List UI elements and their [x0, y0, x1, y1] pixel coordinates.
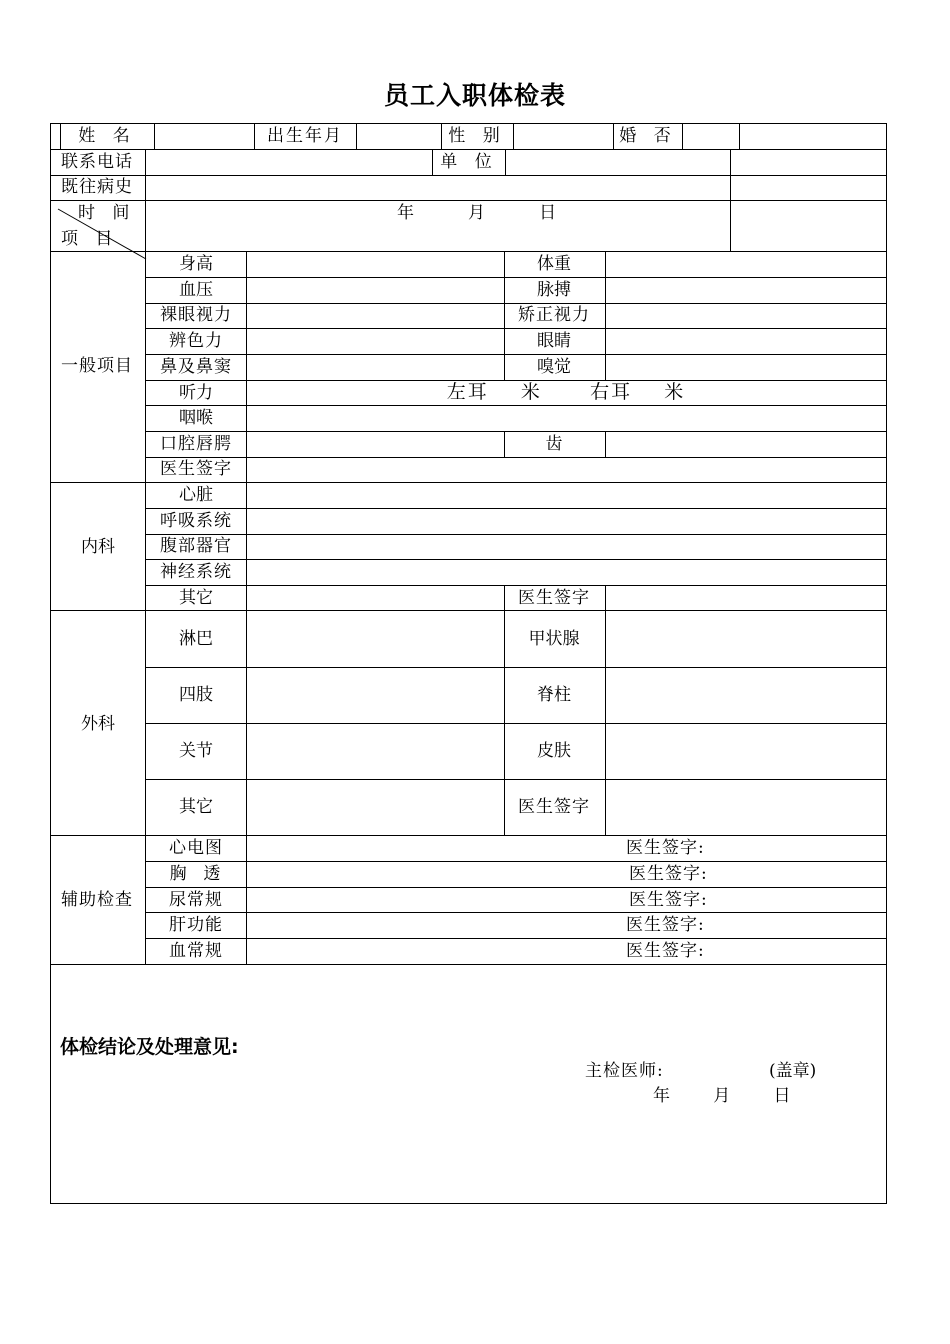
- auxiliary-section-label: 辅助检查: [61, 890, 133, 910]
- row-line: [145, 354, 887, 355]
- corner-diagonal-line: [50, 200, 150, 260]
- nose-label: 鼻及鼻窦: [160, 357, 232, 377]
- row-line: [145, 938, 887, 939]
- row-line: [50, 251, 887, 252]
- row-line: [145, 585, 887, 586]
- divider: [682, 123, 683, 149]
- row-line: [145, 559, 887, 560]
- surgery-other-label: 其它: [179, 797, 213, 817]
- unit-label: 单 位: [440, 152, 498, 172]
- row-line: [145, 534, 887, 535]
- section-line: [50, 835, 887, 836]
- ecg-sign-label: 医生签字:: [626, 838, 705, 858]
- divider: [356, 123, 357, 149]
- naked-vision-label: 裸眼视力: [160, 305, 232, 325]
- row-line: [145, 303, 887, 304]
- row-line: [145, 508, 887, 509]
- eyes-label: 眼睛: [537, 331, 571, 351]
- row-line: [145, 887, 887, 888]
- heart-label: 心脏: [179, 485, 213, 505]
- teeth-label: 齿: [545, 434, 563, 454]
- internal-section-label: 内科: [81, 537, 115, 557]
- mid-divider: [605, 251, 606, 380]
- general-section-label: 一般项目: [61, 356, 133, 376]
- chief-doctor-label: 主检医师:: [585, 1061, 664, 1081]
- divider: [613, 123, 614, 149]
- liver-sign-label: 医生签字:: [626, 915, 705, 935]
- mid-divider: [504, 585, 505, 836]
- smell-label: 嗅觉: [537, 357, 571, 377]
- row-line: [145, 277, 887, 278]
- row-line: [145, 912, 887, 913]
- surgery-section-label: 外科: [81, 714, 115, 734]
- abdomen-label: 腹部器官: [160, 536, 232, 556]
- internal-doctor-sign-label: 医生签字: [518, 588, 590, 608]
- chest-sign-label: 医生签字:: [629, 864, 708, 884]
- corner-item-label: 项 目: [61, 229, 119, 249]
- section-line: [50, 482, 887, 483]
- mid-divider: [504, 431, 505, 457]
- row-line: [50, 200, 887, 201]
- respiratory-label: 呼吸系统: [160, 511, 232, 531]
- mouth-label: 口腔唇腭: [160, 434, 232, 454]
- divider: [432, 149, 433, 175]
- divider: [254, 123, 255, 149]
- exam-date: 年 月 日: [397, 203, 557, 223]
- row-line: [145, 431, 887, 432]
- color-vision-label: 辨色力: [169, 331, 223, 351]
- blood-label: 血常规: [169, 941, 223, 961]
- joints-label: 关节: [179, 741, 213, 761]
- row-line: [145, 328, 887, 329]
- divider: [505, 149, 506, 175]
- spine-label: 脊柱: [537, 685, 571, 705]
- row-line: [50, 149, 887, 150]
- hearing-label: 听力: [179, 383, 213, 403]
- section-line: [50, 610, 887, 611]
- corner-time-label: 时 间: [78, 203, 136, 223]
- row-line: [145, 405, 887, 406]
- corrected-vision-label: 矫正视力: [518, 305, 590, 325]
- conclusion-title: 体检结论及处理意见:: [60, 1036, 239, 1058]
- divider: [739, 123, 740, 149]
- gender-label: 性 别: [448, 126, 506, 146]
- ecg-label: 心电图: [169, 838, 223, 858]
- mid-divider: [504, 251, 505, 380]
- row-line: [50, 175, 887, 176]
- header-left-border: [60, 123, 61, 149]
- divider: [513, 123, 514, 149]
- section-line: [50, 964, 887, 965]
- mid-divider: [605, 431, 606, 457]
- skin-label: 皮肤: [537, 741, 571, 761]
- divider: [441, 123, 442, 149]
- general-doctor-sign-label: 医生签字: [160, 459, 232, 479]
- phone-label: 联系电话: [61, 152, 133, 172]
- pulse-label: 脉搏: [537, 280, 571, 300]
- weight-label: 体重: [537, 254, 571, 274]
- row-line: [145, 667, 887, 668]
- birth-label: 出生年月: [267, 126, 343, 146]
- history-label: 既往病史: [61, 177, 133, 197]
- mid-divider: [605, 585, 606, 836]
- lymph-label: 淋巴: [179, 629, 213, 649]
- limbs-label: 四肢: [179, 685, 213, 705]
- thyroid-label: 甲状腺: [528, 629, 580, 649]
- urine-sign-label: 医生签字:: [629, 890, 708, 910]
- liver-label: 肝功能: [169, 915, 223, 935]
- row-line: [145, 861, 887, 862]
- conclusion-date: 年 月 日: [653, 1086, 791, 1106]
- throat-label: 咽喉: [179, 408, 213, 428]
- hearing-value: 左耳 米 右耳 米: [446, 381, 686, 403]
- chest-label: 胸 透: [169, 864, 223, 884]
- form-title: 员工入职体检表: [383, 81, 566, 110]
- row-line: [145, 779, 887, 780]
- seal-label: (盖章): [769, 1061, 817, 1081]
- nervous-label: 神经系统: [160, 562, 232, 582]
- label-divider: [246, 251, 247, 964]
- blood-sign-label: 医生签字:: [626, 941, 705, 961]
- divider: [730, 149, 731, 251]
- name-label: 姓 名: [78, 126, 136, 146]
- marital-label: 婚 否: [619, 126, 677, 146]
- divider: [154, 123, 155, 149]
- row-line: [145, 723, 887, 724]
- surgery-doctor-sign-label: 医生签字: [518, 797, 590, 817]
- internal-other-label: 其它: [179, 588, 213, 608]
- section-divider: [145, 251, 146, 964]
- bp-label: 血压: [179, 280, 213, 300]
- urine-label: 尿常规: [169, 890, 223, 910]
- height-label: 身高: [179, 254, 213, 274]
- row-line: [145, 457, 887, 458]
